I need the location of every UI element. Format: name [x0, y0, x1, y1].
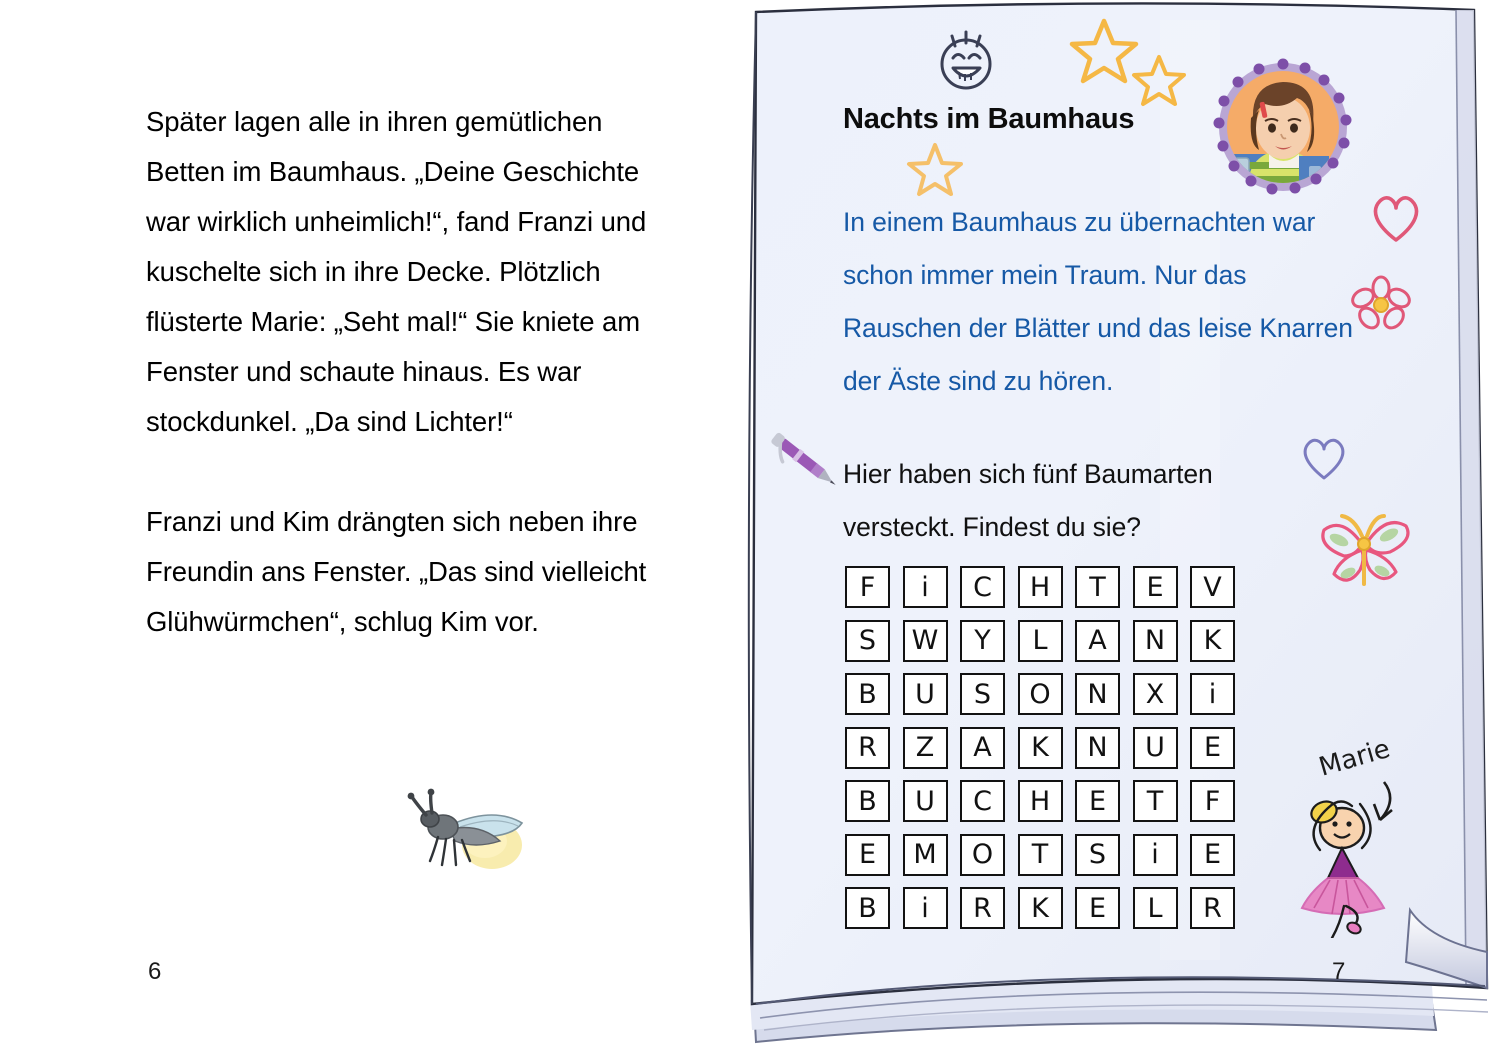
- grid-cell-1-3[interactable]: L: [1018, 620, 1063, 662]
- grid-cell-1-1[interactable]: W: [903, 620, 948, 662]
- grid-cell-5-3[interactable]: T: [1018, 834, 1063, 876]
- grid-cell-2-5[interactable]: X: [1133, 673, 1178, 715]
- grid-cell-4-1[interactable]: U: [903, 780, 948, 822]
- grid-cell-6-4[interactable]: E: [1075, 887, 1120, 929]
- page-number-left: 6: [148, 958, 162, 985]
- grid-cell-1-0[interactable]: S: [845, 620, 890, 662]
- diary-text: In einem Baumhaus zu übernachten war schon immer mein Traum. Nur das Rauschen der Blätter und das leise Knarren der Äste sind zu hören.: [843, 207, 1353, 396]
- grid-cell-0-4[interactable]: T: [1075, 566, 1120, 608]
- grid-cell-3-2[interactable]: A: [960, 727, 1005, 769]
- butterfly-doodle: [1310, 500, 1420, 601]
- grid-cell-0-3[interactable]: H: [1018, 566, 1063, 608]
- purple-heart-doodle: [1296, 432, 1352, 489]
- grid-cell-2-6[interactable]: i: [1190, 673, 1235, 715]
- grid-cell-0-0[interactable]: F: [845, 566, 890, 608]
- grid-cell-1-6[interactable]: K: [1190, 620, 1235, 662]
- grid-cell-4-6[interactable]: F: [1190, 780, 1235, 822]
- grid-cell-0-2[interactable]: C: [960, 566, 1005, 608]
- ballerina-doodle: [1288, 738, 1418, 943]
- left-page: [0, 0, 730, 1061]
- grid-cell-5-2[interactable]: O: [960, 834, 1005, 876]
- pink-heart-doodle: [1367, 190, 1425, 251]
- grid-cell-2-0[interactable]: B: [845, 673, 890, 715]
- right-page: [730, 0, 1500, 1061]
- word-search-grid[interactable]: [845, 566, 1248, 941]
- grid-cell-6-5[interactable]: L: [1133, 887, 1178, 929]
- page-number-right: 7: [1332, 958, 1346, 985]
- grid-cell-3-5[interactable]: U: [1133, 727, 1178, 769]
- grid-cell-1-4[interactable]: A: [1075, 620, 1120, 662]
- smiley-face-doodle: [930, 22, 1000, 99]
- ballerina-label: Marie: [1315, 738, 1394, 783]
- grid-cell-6-6[interactable]: R: [1190, 887, 1235, 929]
- grid-cell-6-2[interactable]: R: [960, 887, 1005, 929]
- grid-cell-3-3[interactable]: K: [1018, 727, 1063, 769]
- story-paragraph-1: Später lagen alle in ihren gemütlichen Betten im Baumhaus. „Deine Geschichte war wirklich unheimlich!“, fand Franzi und kuschelte sich in ihre Decke. Plötzlich flüsterte Marie: „Seht mal!“ Sie kniete am Fenster und schaute hinaus. Es war stockdunkel. „Da sind Lichter!“: [146, 106, 647, 437]
- grid-cell-4-4[interactable]: E: [1075, 780, 1120, 822]
- grid-cell-4-0[interactable]: B: [845, 780, 890, 822]
- purple-pen-icon: [758, 420, 848, 505]
- grid-cell-3-1[interactable]: Z: [903, 727, 948, 769]
- grid-cell-2-1[interactable]: U: [903, 673, 948, 715]
- grid-cell-5-5[interactable]: i: [1133, 834, 1178, 876]
- story-text-block: [146, 97, 686, 647]
- grid-cell-3-4[interactable]: N: [1075, 727, 1120, 769]
- grid-cell-0-1[interactable]: i: [903, 566, 948, 608]
- star-doodle: [1130, 52, 1188, 115]
- grid-cell-4-2[interactable]: C: [960, 780, 1005, 822]
- firefly-illustration: [400, 783, 550, 883]
- grid-cell-6-0[interactable]: B: [845, 887, 890, 929]
- pink-flower-doodle: [1350, 275, 1412, 340]
- grid-cell-1-5[interactable]: N: [1133, 620, 1178, 662]
- grid-cell-6-1[interactable]: i: [903, 887, 948, 929]
- grid-cell-5-6[interactable]: E: [1190, 834, 1235, 876]
- grid-cell-1-2[interactable]: Y: [960, 620, 1005, 662]
- avatar: [1213, 58, 1353, 201]
- grid-cell-2-2[interactable]: S: [960, 673, 1005, 715]
- grid-cell-0-6[interactable]: V: [1190, 566, 1235, 608]
- story-paragraph-2: Franzi und Kim drängten sich neben ihre Freundin ans Fenster. „Das sind vielleicht Glühwürmchen“, schlug Kim vor.: [146, 506, 647, 637]
- grid-cell-3-0[interactable]: R: [845, 727, 890, 769]
- page-title: Nachts im Baumhaus: [843, 103, 1135, 135]
- grid-cell-5-1[interactable]: M: [903, 834, 948, 876]
- grid-cell-3-6[interactable]: E: [1190, 727, 1235, 769]
- grid-cell-4-5[interactable]: T: [1133, 780, 1178, 822]
- grid-cell-5-0[interactable]: E: [845, 834, 890, 876]
- grid-cell-4-3[interactable]: H: [1018, 780, 1063, 822]
- grid-cell-5-4[interactable]: S: [1075, 834, 1120, 876]
- grid-cell-6-3[interactable]: K: [1018, 887, 1063, 929]
- grid-cell-2-3[interactable]: O: [1018, 673, 1063, 715]
- grid-cell-2-4[interactable]: N: [1075, 673, 1120, 715]
- task-instruction: Hier haben sich fünf Baumarten versteckt. Findest du sie?: [843, 459, 1213, 542]
- grid-cell-0-5[interactable]: E: [1133, 566, 1178, 608]
